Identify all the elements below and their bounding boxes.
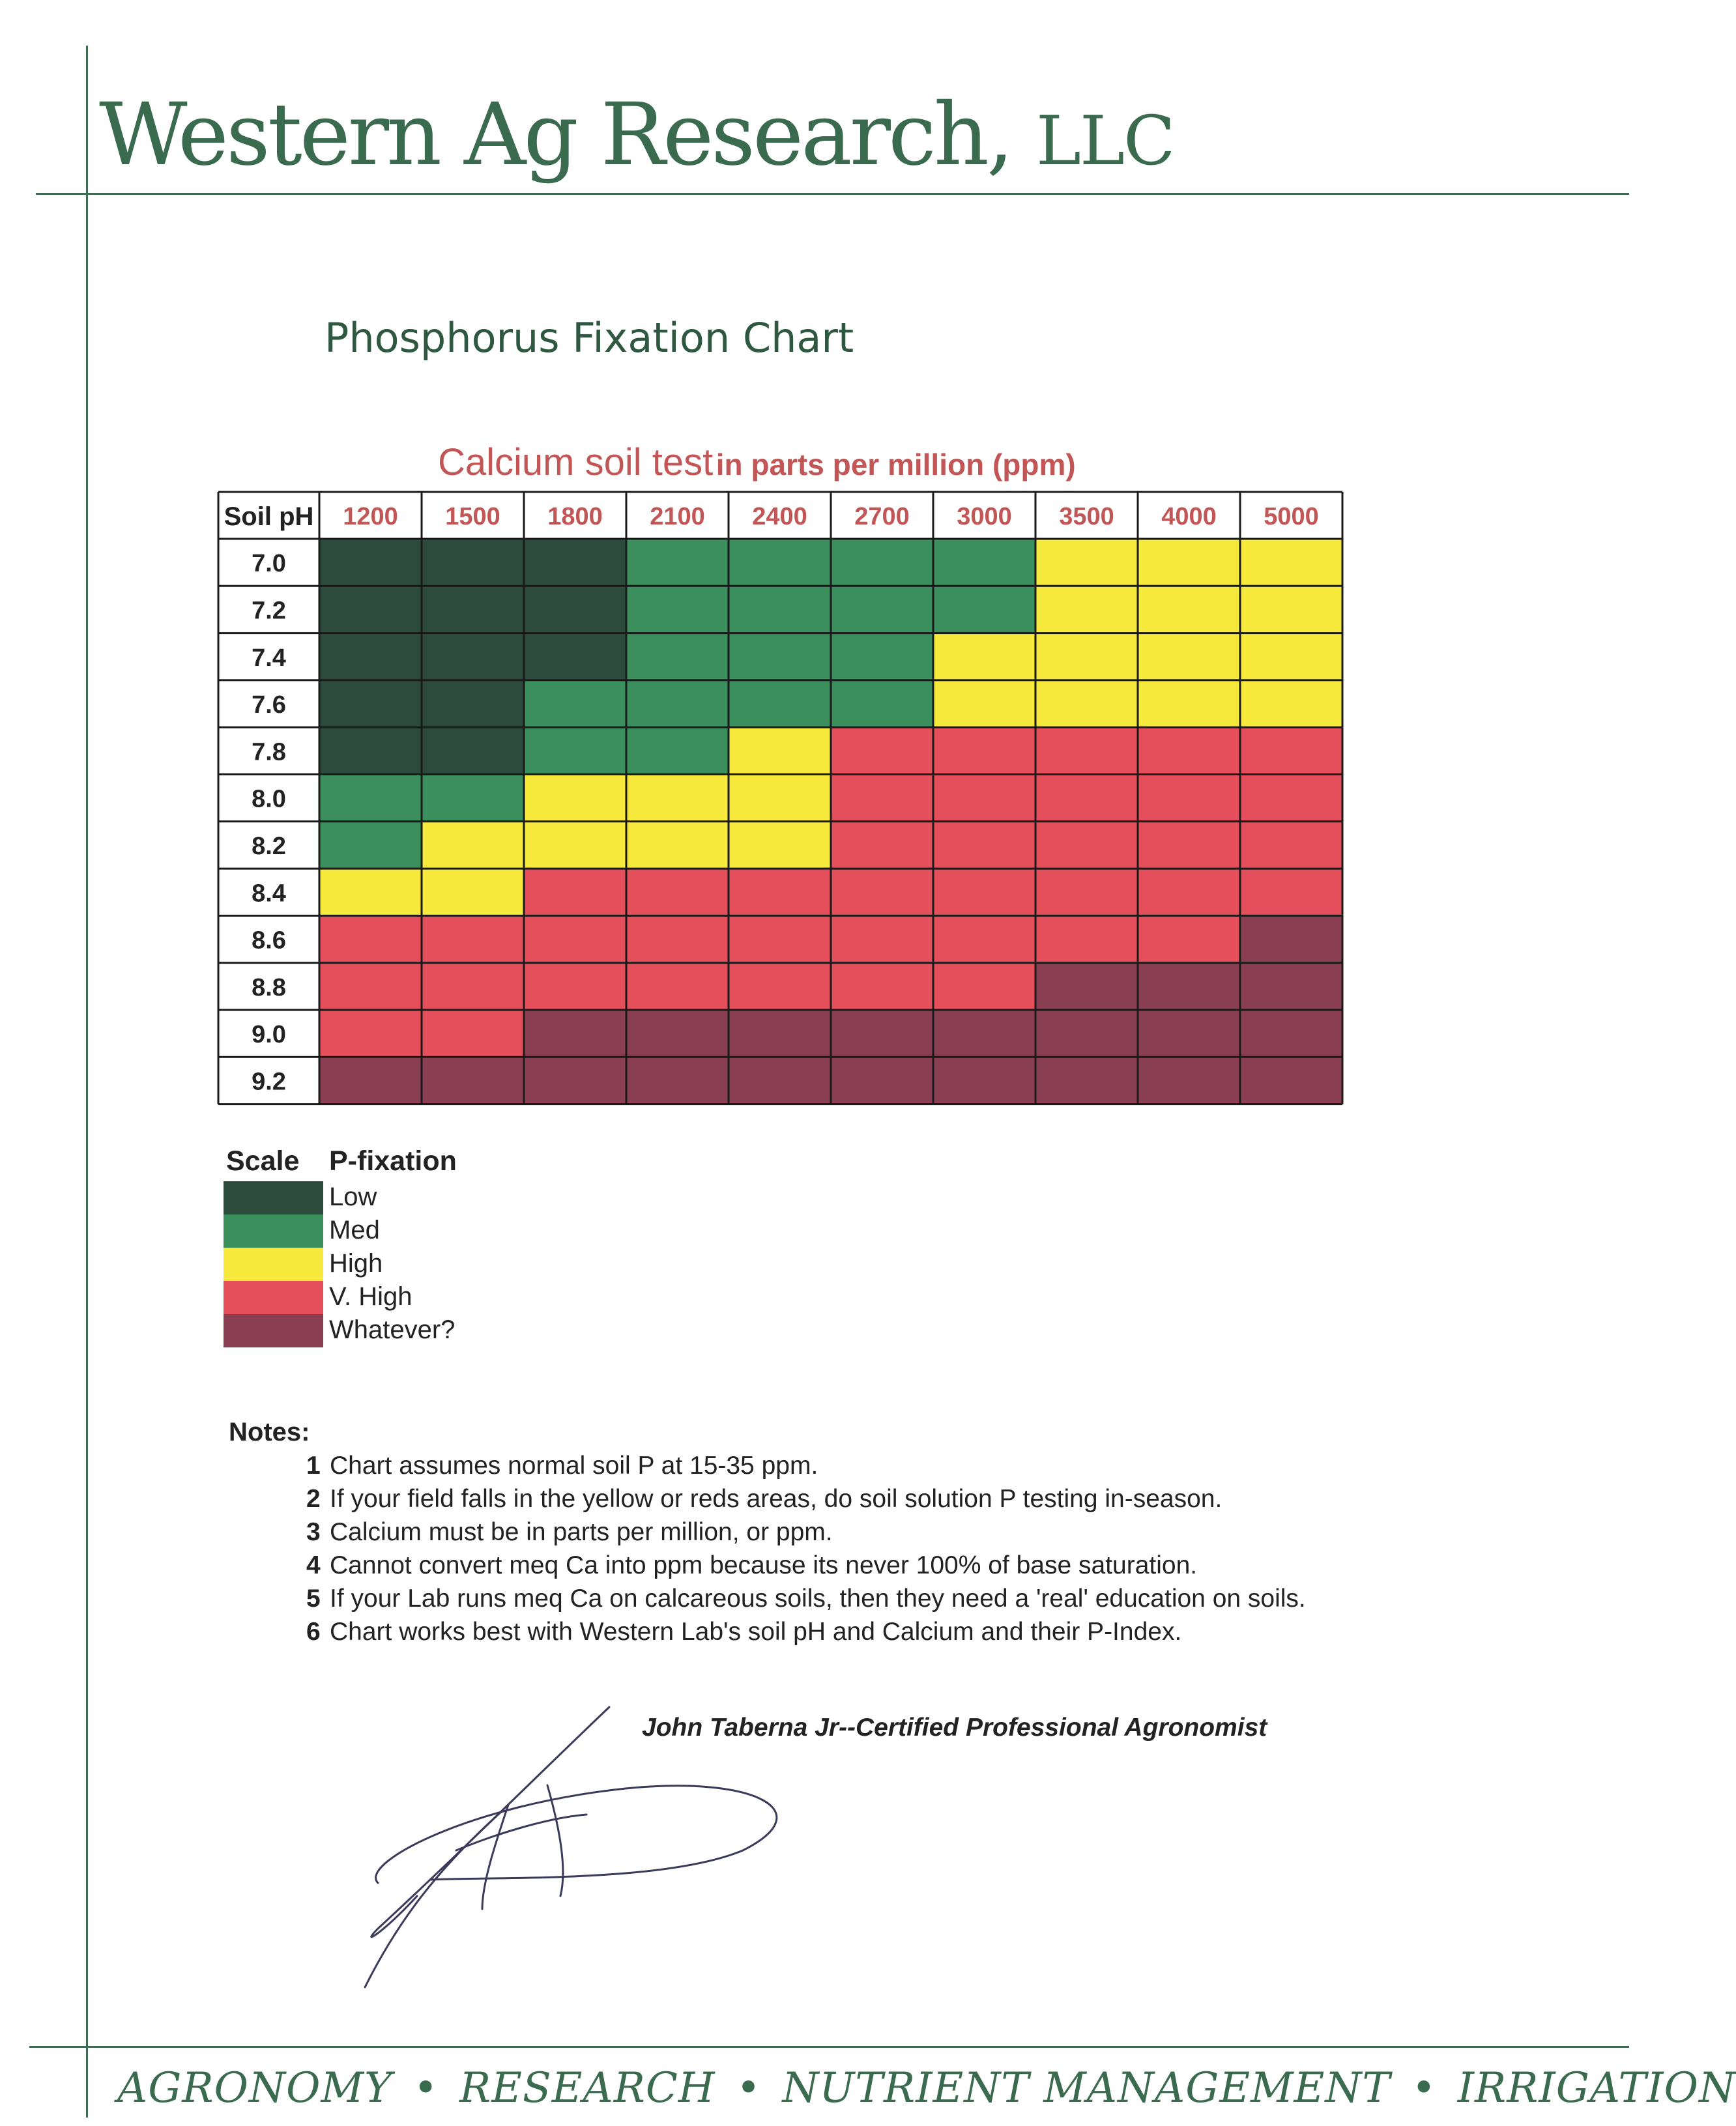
fixation-cell	[319, 1010, 422, 1057]
fixation-cell	[1035, 727, 1138, 774]
note-number: 3	[306, 1518, 321, 1546]
legend-scale-heading: Scale	[226, 1145, 300, 1177]
column-header-label: 5000	[1264, 503, 1319, 530]
fixation-cell	[524, 633, 626, 680]
ph-label: 8.4	[252, 880, 286, 908]
fixation-cell	[831, 586, 933, 633]
note-number: 5	[306, 1585, 321, 1613]
fixation-cell	[933, 869, 1035, 915]
footer-item-agronomy: AGRONOMY	[117, 2064, 393, 2112]
column-header-label: 1800	[547, 503, 603, 530]
fixation-cell	[729, 869, 831, 915]
fixation-cell	[422, 586, 524, 633]
legend-label-med: Med	[329, 1216, 380, 1244]
fixation-cell	[1138, 963, 1240, 1010]
fixation-cell	[729, 963, 831, 1010]
fixation-cell	[1035, 869, 1138, 915]
fixation-cell	[933, 822, 1035, 869]
legend-label-high: High	[329, 1249, 383, 1278]
phosphorus-fixation-table	[217, 491, 1351, 1116]
note-text: Chart assumes normal soil P at 15-35 ppm.	[330, 1452, 818, 1480]
fixation-cell	[524, 727, 626, 774]
fixation-cell	[933, 1057, 1035, 1104]
fixation-cell	[626, 963, 729, 1010]
note-number: 6	[306, 1618, 321, 1646]
ph-label: 8.8	[252, 973, 286, 1001]
fixation-cell	[422, 963, 524, 1010]
legend-label-low: Low	[329, 1183, 377, 1211]
fixation-cell	[1138, 727, 1240, 774]
fixation-cell	[626, 633, 729, 680]
ph-label: 7.0	[252, 550, 286, 578]
fixation-cell	[1138, 586, 1240, 633]
fixation-cell	[729, 586, 831, 633]
legend-label-whatever: Whatever?	[329, 1315, 456, 1344]
fixation-cell	[626, 539, 729, 586]
note-item	[306, 1518, 833, 1547]
fixation-cell	[831, 1010, 933, 1057]
left-margin-rule	[86, 46, 88, 2118]
fixation-cell	[524, 775, 626, 822]
fixation-cell	[1138, 822, 1240, 869]
fixation-cell	[933, 539, 1035, 586]
header-rule	[36, 193, 1629, 195]
fixation-cell	[422, 539, 524, 586]
notes-heading: Notes:	[229, 1418, 310, 1446]
fixation-cell	[1035, 915, 1138, 962]
fixation-cell	[319, 963, 422, 1010]
fixation-cell	[422, 869, 524, 915]
fixation-cell	[524, 1057, 626, 1104]
column-header-label: 1200	[343, 503, 398, 530]
fixation-cell	[729, 539, 831, 586]
fixation-cell	[319, 822, 422, 869]
fixation-cell	[933, 633, 1035, 680]
note-text: Calcium must be in parts per million, or ppm.	[330, 1518, 833, 1546]
fixation-cell	[626, 1057, 729, 1104]
legend-swatch-vhigh	[224, 1281, 323, 1314]
legend-label-vhigh: V. High	[329, 1282, 412, 1311]
ph-label: 9.2	[252, 1068, 286, 1096]
note-item	[306, 1551, 1197, 1580]
fixation-cell	[319, 727, 422, 774]
fixation-cell	[1240, 633, 1342, 680]
fixation-cell	[1138, 1010, 1240, 1057]
ph-label: 7.4	[252, 644, 286, 672]
axis-title-main: Calcium soil test	[438, 441, 714, 483]
fixation-cell	[831, 775, 933, 822]
fixation-cell	[1035, 1057, 1138, 1104]
fixation-cell	[933, 963, 1035, 1010]
fixation-cell	[933, 680, 1035, 727]
note-text: If your Lab runs meq Ca on calcareous soils, then they need a 'real' education on soils.	[330, 1585, 1306, 1613]
fixation-cell	[933, 915, 1035, 962]
bullet-separator: •	[736, 2064, 762, 2112]
footer-item-research: RESEARCH	[459, 2064, 716, 2112]
ph-label: 8.6	[252, 927, 286, 955]
fixation-cell	[729, 680, 831, 727]
footer-rule	[29, 2046, 1629, 2048]
ph-label: 7.8	[252, 738, 286, 766]
legend-swatch-high	[224, 1248, 323, 1281]
fixation-cell	[831, 539, 933, 586]
note-text: Chart works best with Western Lab's soil pH and Calcium and their P-Index.	[330, 1618, 1182, 1646]
fixation-cell	[422, 680, 524, 727]
fixation-cell	[626, 775, 729, 822]
column-header-label: 2400	[752, 503, 807, 530]
fixation-cell	[319, 1057, 422, 1104]
fixation-cell	[422, 633, 524, 680]
fixation-cell	[319, 869, 422, 915]
page-title: Phosphorus Fixation Chart	[325, 314, 854, 362]
fixation-cell	[831, 633, 933, 680]
fixation-cell	[1035, 633, 1138, 680]
fixation-cell	[1138, 633, 1240, 680]
column-header-label: 3500	[1059, 503, 1114, 530]
note-text: Cannot convert meq Ca into ppm because its never 100% of base saturation.	[330, 1551, 1198, 1579]
fixation-cell	[1240, 539, 1342, 586]
fixation-cell	[626, 822, 729, 869]
handwritten-signature	[352, 1701, 808, 2000]
legend-swatch-low	[224, 1181, 323, 1214]
column-header-label: 3000	[957, 503, 1012, 530]
fixation-cell	[831, 1057, 933, 1104]
fixation-cell	[422, 727, 524, 774]
fixation-cell	[524, 539, 626, 586]
fixation-cell	[1035, 1010, 1138, 1057]
footer-tagline	[117, 2064, 1736, 2112]
fixation-cell	[729, 1010, 831, 1057]
fixation-cell	[422, 1057, 524, 1104]
ph-label: 7.6	[252, 691, 286, 719]
fixation-cell	[319, 586, 422, 633]
fixation-cell	[626, 586, 729, 633]
fixation-cell	[933, 1010, 1035, 1057]
note-item	[306, 1585, 1306, 1613]
company-name: Western Ag Research,	[99, 85, 1011, 185]
fixation-cell	[1240, 869, 1342, 915]
fixation-cell	[1138, 539, 1240, 586]
legend-pfixation-heading: P-fixation	[329, 1145, 457, 1177]
fixation-cell	[729, 633, 831, 680]
fixation-cell	[319, 915, 422, 962]
fixation-cell	[524, 822, 626, 869]
fixation-cell	[1138, 869, 1240, 915]
column-header-label: 2700	[854, 503, 910, 530]
fixation-cell	[626, 680, 729, 727]
fixation-cell	[422, 915, 524, 962]
fixation-cell	[1240, 586, 1342, 633]
fixation-cell	[831, 915, 933, 962]
fixation-cell	[524, 915, 626, 962]
fixation-cell	[1035, 963, 1138, 1010]
fixation-cell	[626, 915, 729, 962]
fixation-cell	[1035, 775, 1138, 822]
fixation-cell	[422, 775, 524, 822]
fixation-cell	[933, 727, 1035, 774]
fixation-cell	[1240, 822, 1342, 869]
fixation-cell	[831, 680, 933, 727]
bullet-separator: •	[413, 2064, 439, 2112]
note-number: 1	[306, 1452, 321, 1480]
fixation-cell	[1035, 680, 1138, 727]
bullet-separator: •	[1411, 2064, 1437, 2112]
fixation-cell	[1138, 680, 1240, 727]
fixation-cell	[729, 775, 831, 822]
footer-item-nutrient-management: NUTRIENT MANAGEMENT	[782, 2064, 1391, 2112]
fixation-cell	[319, 775, 422, 822]
fixation-cell	[1035, 822, 1138, 869]
fixation-cell	[831, 869, 933, 915]
fixation-cell	[1240, 680, 1342, 727]
footer-item-irrigation: IRRIGATION	[1457, 2064, 1736, 2112]
ph-label: 7.2	[252, 597, 286, 625]
note-text: If your field falls in the yellow or reds areas, do soil solution P testing in-season.	[330, 1485, 1222, 1513]
fixation-cell	[1240, 963, 1342, 1010]
fixation-cell	[1138, 915, 1240, 962]
fixation-cell	[1240, 1010, 1342, 1057]
fixation-cell	[1240, 1057, 1342, 1104]
fixation-cell	[1138, 775, 1240, 822]
signer-name: John Taberna Jr--Certified Professional Agronomist	[642, 1714, 1267, 1742]
fixation-cell	[422, 822, 524, 869]
fixation-cell	[1240, 727, 1342, 774]
note-item	[306, 1452, 818, 1480]
note-item	[306, 1618, 1181, 1646]
ph-label: 8.2	[252, 832, 286, 860]
fixation-cell	[626, 1010, 729, 1057]
row-header-label: Soil pH	[224, 502, 314, 531]
legend-swatch-whatever	[224, 1314, 323, 1347]
chart-axis-title	[438, 440, 1076, 484]
fixation-cell	[1138, 1057, 1240, 1104]
fixation-cell	[933, 586, 1035, 633]
ph-label: 9.0	[252, 1021, 286, 1049]
note-number: 2	[306, 1485, 321, 1513]
fixation-cell	[831, 727, 933, 774]
fixation-cell	[626, 869, 729, 915]
fixation-cell	[831, 822, 933, 869]
fixation-cell	[422, 1010, 524, 1057]
fixation-cell	[933, 775, 1035, 822]
legend-swatch-med	[224, 1214, 323, 1248]
axis-title-sub: in parts per million (ppm)	[716, 448, 1076, 481]
company-logo	[99, 85, 1174, 185]
fixation-cell	[524, 869, 626, 915]
column-header-label: 2100	[650, 503, 705, 530]
fixation-cell	[319, 539, 422, 586]
company-suffix: LLC	[1035, 101, 1174, 180]
column-header-label: 1500	[445, 503, 500, 530]
column-header-label: 4000	[1161, 503, 1217, 530]
fixation-cell	[729, 822, 831, 869]
fixation-cell	[729, 727, 831, 774]
fixation-cell	[524, 680, 626, 727]
note-number: 4	[306, 1551, 321, 1579]
fixation-cell	[831, 963, 933, 1010]
fixation-cell	[626, 727, 729, 774]
fixation-cell	[524, 1010, 626, 1057]
fixation-cell	[1240, 775, 1342, 822]
fixation-cell	[1035, 586, 1138, 633]
note-item	[306, 1485, 1222, 1514]
ph-label: 8.0	[252, 785, 286, 813]
fixation-cell	[319, 633, 422, 680]
fixation-cell	[729, 1057, 831, 1104]
fixation-cell	[524, 586, 626, 633]
fixation-cell	[1240, 915, 1342, 962]
fixation-cell	[729, 915, 831, 962]
fixation-cell	[524, 963, 626, 1010]
fixation-cell	[319, 680, 422, 727]
fixation-cell	[1035, 539, 1138, 586]
